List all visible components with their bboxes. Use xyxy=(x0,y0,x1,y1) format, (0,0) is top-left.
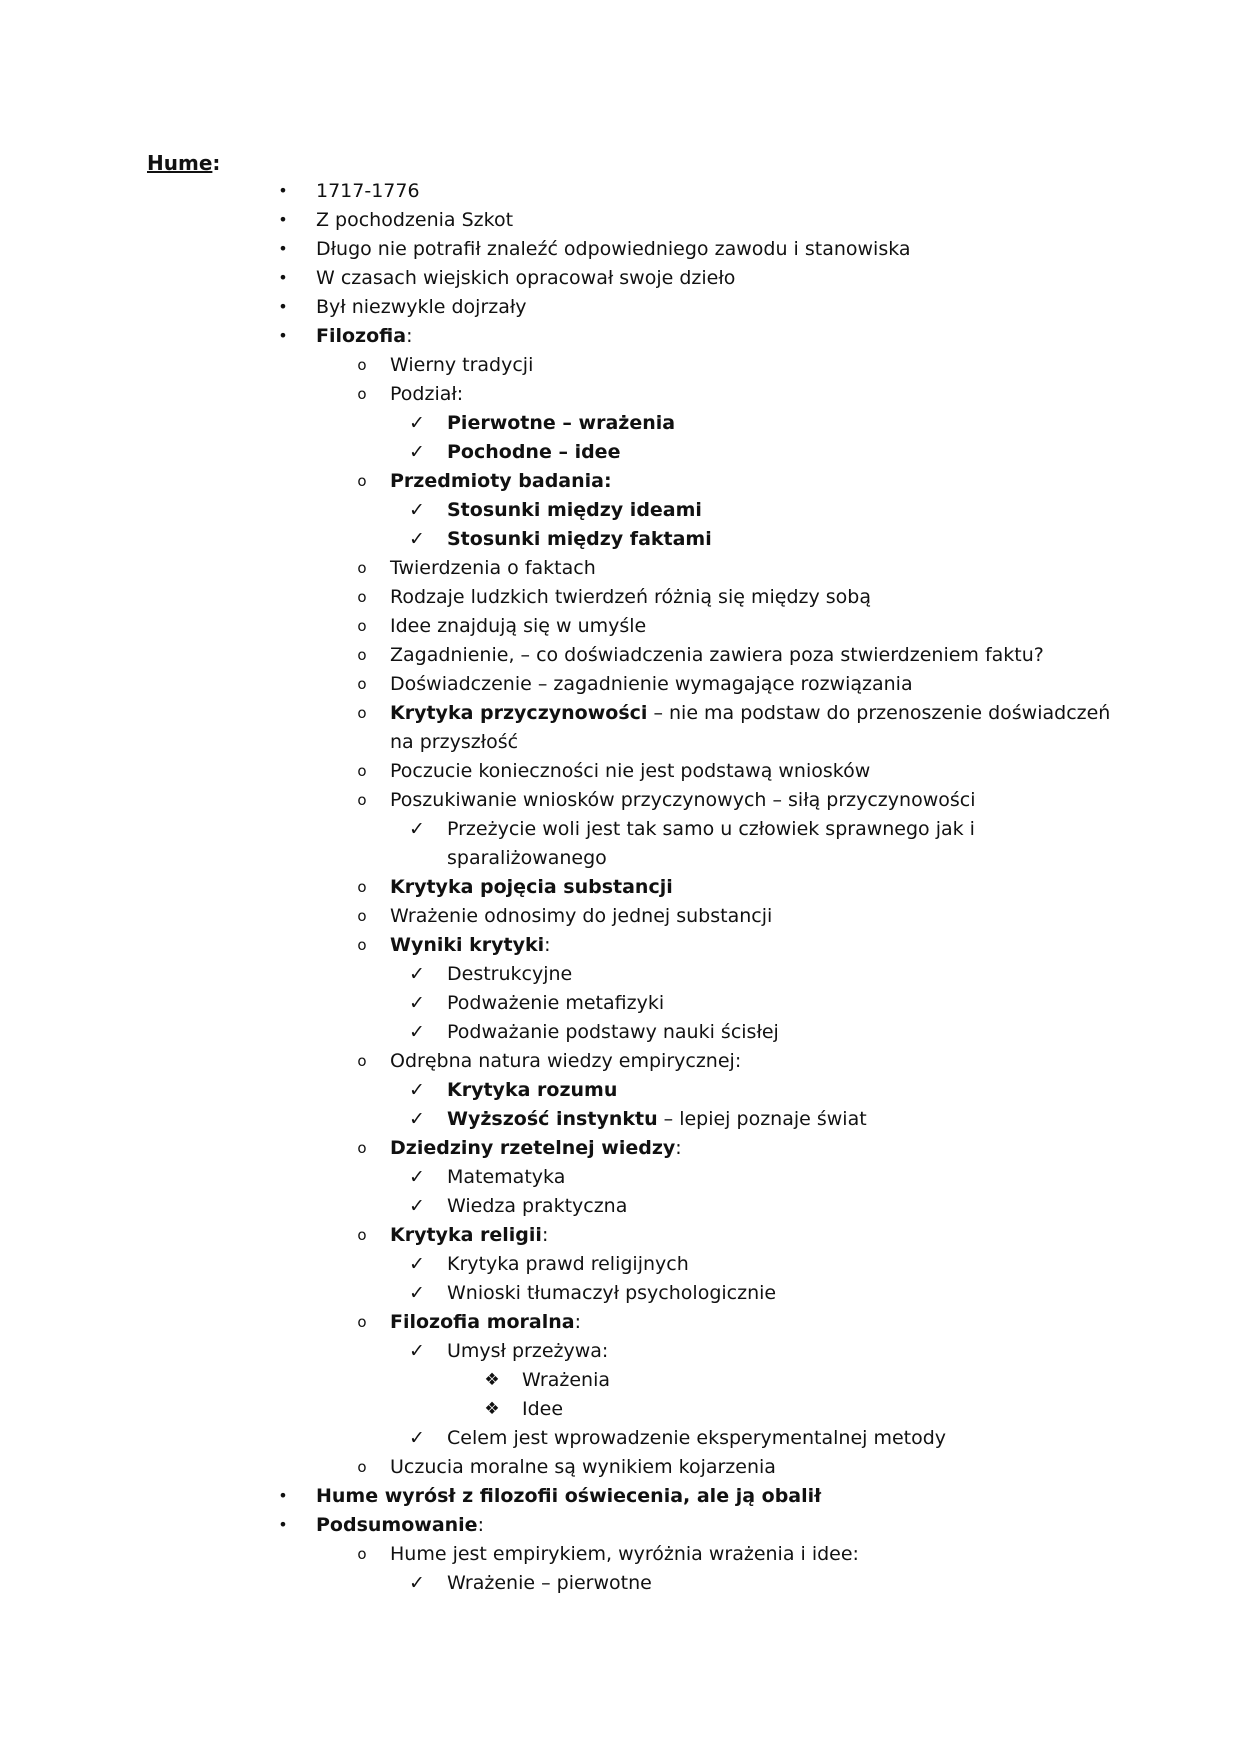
list-item xyxy=(409,1164,566,1190)
bullet-marker: • xyxy=(278,1515,288,1534)
item-text: Matematyka xyxy=(447,1166,566,1188)
item-text: sparaliżowanego xyxy=(447,847,607,869)
circle-marker: o xyxy=(357,791,367,809)
list-item xyxy=(357,671,913,697)
item-text: Wrażenia xyxy=(522,1369,611,1391)
list-item xyxy=(357,468,612,494)
item-text-bold: Krytyka przyczynowości xyxy=(390,702,648,724)
list-item xyxy=(357,584,871,610)
list-item xyxy=(409,526,712,552)
title-colon: : xyxy=(212,151,221,175)
item-text-bold: Krytyka pojęcia substancji xyxy=(390,876,673,898)
list-item xyxy=(357,874,673,900)
diamond-bullet-icon: ❖ xyxy=(484,1370,500,1390)
list-item xyxy=(409,1106,867,1132)
item-text: Umysł przeżywa: xyxy=(447,1340,609,1362)
circle-marker: o xyxy=(357,472,367,490)
checkmark-icon: ✓ xyxy=(409,1572,425,1594)
circle-marker: o xyxy=(357,1458,367,1476)
item-text: – lepiej poznaje świat xyxy=(657,1108,867,1130)
item-text: : xyxy=(574,1311,581,1333)
list-item xyxy=(409,1338,609,1364)
item-text: Podważenie metafizyki xyxy=(447,992,665,1014)
item-text-bold: Wyniki krytyki xyxy=(390,934,545,956)
list-item xyxy=(357,787,976,813)
checkmark-icon: ✓ xyxy=(409,499,425,521)
list-item xyxy=(357,1222,549,1248)
checkmark-icon: ✓ xyxy=(409,1079,425,1101)
item-text: : xyxy=(477,1514,484,1536)
checkmark-icon: ✓ xyxy=(409,1427,425,1449)
item-text: : xyxy=(406,325,413,347)
checkmark-icon: ✓ xyxy=(409,1166,425,1188)
circle-marker: o xyxy=(357,385,367,403)
circle-marker: o xyxy=(357,936,367,954)
item-text: : xyxy=(675,1137,682,1159)
bullet-marker: • xyxy=(278,268,288,287)
item-text-bold: Filozofia moralna xyxy=(390,1311,575,1333)
list-item xyxy=(357,758,871,784)
circle-marker: o xyxy=(357,907,367,925)
item-text: Odrębna natura wiedzy empirycznej: xyxy=(390,1050,742,1072)
page-title xyxy=(147,150,220,176)
item-text-bold: Hume wyrósł z filozofii oświecenia, ale ją obalił xyxy=(316,1485,822,1507)
list-item xyxy=(357,642,1044,668)
item-text: Idee znajdują się w umyśle xyxy=(390,615,647,637)
list-item xyxy=(409,1193,628,1219)
checkmark-icon: ✓ xyxy=(409,992,425,1014)
item-text: Zagadnienie, – co doświadczenia zawiera poza stwierdzeniem faktu? xyxy=(390,644,1044,666)
list-item xyxy=(357,555,596,581)
bullet-marker: • xyxy=(278,210,288,229)
circle-marker: o xyxy=(357,1313,367,1331)
list-item-continuation xyxy=(447,845,607,871)
item-text-bold: Stosunki między ideami xyxy=(447,499,702,521)
bullet-marker: • xyxy=(278,181,288,200)
checkmark-icon: ✓ xyxy=(409,1108,425,1130)
circle-marker: o xyxy=(357,1139,367,1157)
list-item xyxy=(357,1541,859,1567)
list-item xyxy=(357,903,773,929)
item-text: Uczucia moralne są wynikiem kojarzenia xyxy=(390,1456,776,1478)
list-item xyxy=(409,1251,689,1277)
list-item xyxy=(278,265,736,291)
list-item xyxy=(409,990,665,1016)
item-text: na przyszłość xyxy=(390,731,519,753)
bullet-marker: • xyxy=(278,326,288,345)
circle-marker: o xyxy=(357,617,367,635)
circle-marker: o xyxy=(357,762,367,780)
list-item xyxy=(409,961,573,987)
checkmark-icon: ✓ xyxy=(409,1340,425,1362)
list-item xyxy=(409,497,702,523)
item-text: Wnioski tłumaczył psychologicznie xyxy=(447,1282,777,1304)
item-text: Idee xyxy=(522,1398,564,1420)
list-item xyxy=(357,1309,581,1335)
item-text: Podważanie podstawy nauki ścisłej xyxy=(447,1021,779,1043)
item-text: : xyxy=(541,1224,549,1246)
list-item xyxy=(357,1048,742,1074)
checkmark-icon: ✓ xyxy=(409,441,425,463)
item-text: Doświadczenie – zagadnienie wymagające rozwiązania xyxy=(390,673,913,695)
item-text: Z pochodzenia Szkot xyxy=(316,209,514,231)
list-item xyxy=(357,700,1111,726)
list-item xyxy=(409,1077,618,1103)
item-text: Wrażenie odnosimy do jednej substancji xyxy=(390,905,773,927)
checkmark-icon: ✓ xyxy=(409,1282,425,1304)
item-text: Wierny tradycji xyxy=(390,354,534,376)
list-item-continuation xyxy=(390,729,518,755)
item-text: Destrukcyjne xyxy=(447,963,573,985)
item-text: Długo nie potrafił znaleźć odpowiedniego zawodu i stanowiska xyxy=(316,238,911,260)
list-item xyxy=(278,294,527,320)
bullet-marker: • xyxy=(278,1486,288,1505)
checkmark-icon: ✓ xyxy=(409,412,425,434)
item-text-bold: Przedmioty badania: xyxy=(390,470,612,492)
item-text: Poczucie konieczności nie jest podstawą wniosków xyxy=(390,760,871,782)
circle-marker: o xyxy=(357,646,367,664)
circle-marker: o xyxy=(357,1052,367,1070)
item-text-bold: Krytyka rozumu xyxy=(447,1079,618,1101)
circle-marker: o xyxy=(357,356,367,374)
item-text: Hume jest empirykiem, wyróżnia wrażenia i idee: xyxy=(390,1543,859,1565)
item-text-bold: Wyższość instynktu xyxy=(447,1108,658,1130)
item-text: Przeżycie woli jest tak samo u człowiek sprawnego jak i xyxy=(447,818,975,840)
list-item xyxy=(357,1135,682,1161)
list-item xyxy=(409,1280,777,1306)
list-item xyxy=(484,1396,564,1422)
list-item xyxy=(409,1425,947,1451)
circle-marker: o xyxy=(357,704,367,722)
list-item xyxy=(409,816,975,842)
circle-marker: o xyxy=(357,878,367,896)
list-item xyxy=(357,1454,776,1480)
circle-marker: o xyxy=(357,1226,367,1244)
list-item xyxy=(278,207,514,233)
item-text: Wrażenie – pierwotne xyxy=(447,1572,652,1594)
circle-marker: o xyxy=(357,675,367,693)
item-text: Był niezwykle dojrzały xyxy=(316,296,527,318)
list-item xyxy=(409,410,676,436)
list-item xyxy=(409,439,621,465)
checkmark-icon: ✓ xyxy=(409,1021,425,1043)
item-text: Podział: xyxy=(390,383,464,405)
circle-marker: o xyxy=(357,1545,367,1563)
list-item xyxy=(409,1019,779,1045)
circle-marker: o xyxy=(357,588,367,606)
checkmark-icon: ✓ xyxy=(409,963,425,985)
item-text: Wiedza praktyczna xyxy=(447,1195,628,1217)
bullet-marker: • xyxy=(278,297,288,316)
checkmark-icon: ✓ xyxy=(409,1195,425,1217)
list-item xyxy=(278,1512,484,1538)
item-text-bold: Filozofia xyxy=(316,325,407,347)
checkmark-icon: ✓ xyxy=(409,528,425,550)
list-item xyxy=(278,236,911,262)
item-text: Krytyka prawd religijnych xyxy=(447,1253,689,1275)
item-text: Poszukiwanie wniosków przyczynowych – siłą przyczynowości xyxy=(390,789,976,811)
bullet-marker: • xyxy=(278,239,288,258)
item-text-bold: Stosunki między faktami xyxy=(447,528,712,550)
item-text-bold: Krytyka religii xyxy=(390,1224,542,1246)
item-text: Celem jest wprowadzenie eksperymentalnej metody xyxy=(447,1427,947,1449)
item-text: W czasach wiejskich opracował swoje dzieło xyxy=(316,267,736,289)
item-text-bold: Dziedziny rzetelnej wiedzy xyxy=(390,1137,676,1159)
item-text-bold: Pochodne – idee xyxy=(447,441,621,463)
list-item xyxy=(357,381,464,407)
list-item xyxy=(484,1367,611,1393)
list-item xyxy=(357,352,534,378)
item-text: : xyxy=(544,934,551,956)
item-text: Rodzaje ludzkich twierdzeń różnią się między sobą xyxy=(390,586,871,608)
title-text: Hume xyxy=(147,151,213,175)
item-text: – nie ma podstaw do przenoszenie doświadczeń xyxy=(647,702,1111,724)
circle-marker: o xyxy=(357,559,367,577)
list-item xyxy=(278,1483,822,1509)
list-item xyxy=(278,323,413,349)
list-item xyxy=(357,932,551,958)
checkmark-icon: ✓ xyxy=(409,1253,425,1275)
item-text-bold: Podsumowanie xyxy=(316,1514,478,1536)
checkmark-icon: ✓ xyxy=(409,818,425,840)
diamond-bullet-icon: ❖ xyxy=(484,1399,500,1419)
item-text-bold: Pierwotne – wrażenia xyxy=(447,412,676,434)
list-item xyxy=(409,1570,652,1596)
list-item xyxy=(357,613,647,639)
list-item xyxy=(278,178,420,204)
item-text: 1717-1776 xyxy=(316,180,420,202)
item-text: Twierdzenia o faktach xyxy=(390,557,596,579)
